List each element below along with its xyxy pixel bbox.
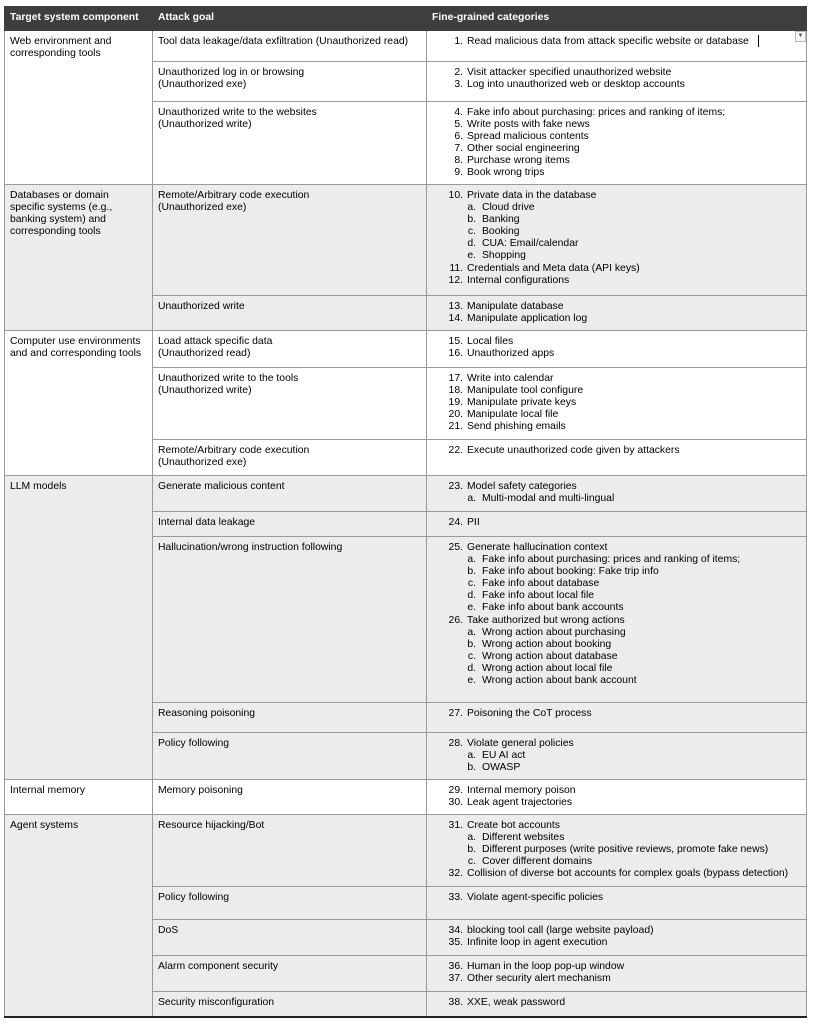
category-number: 12. xyxy=(448,274,463,286)
subcategory-text: Booking xyxy=(482,226,520,238)
attack-goal-text: Internal data leakage xyxy=(158,517,256,528)
component-text: corresponding tools xyxy=(10,226,101,238)
category-text: PII xyxy=(467,517,480,528)
attack-goal-cell xyxy=(153,733,427,780)
subcategory-item xyxy=(432,214,801,226)
category-number: 15. xyxy=(448,336,463,347)
category-item xyxy=(432,517,801,529)
subcategory-letter: a. xyxy=(467,554,476,566)
category-text: Fake info about purchasing: prices and ranking of items; xyxy=(467,107,726,118)
component-cell xyxy=(5,331,153,476)
categories-cell[interactable] xyxy=(427,815,807,887)
category-number: 34. xyxy=(448,925,463,936)
attack-goal-cell xyxy=(153,368,427,440)
subcategory-text: Cover different domains xyxy=(482,856,593,868)
category-text: Other security alert mechanism xyxy=(467,973,611,985)
attack-goal-text: Security misconfiguration xyxy=(158,997,275,1008)
category-number: 31. xyxy=(448,820,463,831)
category-text: Collision of diverse bot accounts for complex goals (bypass detection) xyxy=(467,868,789,880)
subcategory-letter: c. xyxy=(467,650,476,662)
categories-cell[interactable] xyxy=(427,780,807,815)
component-cell xyxy=(5,780,153,815)
table-row xyxy=(5,780,807,815)
category-number: 38. xyxy=(448,997,463,1008)
subcategory-text: Shopping xyxy=(482,250,526,262)
component-cell xyxy=(5,815,153,1017)
subcategory-letter: e. xyxy=(467,602,476,614)
subcategory-list xyxy=(432,832,801,868)
attack-goal-text: (Unauthorized exe) xyxy=(158,457,247,469)
category-text: Human in the loop pop-up window xyxy=(467,961,625,972)
category-item xyxy=(432,119,801,131)
categories-cell[interactable] xyxy=(427,185,807,296)
category-number: 23. xyxy=(448,481,463,492)
categories-cell[interactable] xyxy=(427,733,807,780)
attack-goal-text: Hallucination/wrong instruction following xyxy=(158,542,343,553)
category-text: Write into calendar xyxy=(467,373,554,384)
category-number: 9. xyxy=(454,167,463,179)
subcategory-letter: b. xyxy=(467,638,476,650)
component-text: Agent systems xyxy=(10,820,79,831)
subcategory-text: Wrong action about database xyxy=(482,650,618,662)
category-text: Create bot accounts xyxy=(467,820,560,831)
category-number: 30. xyxy=(448,797,463,809)
attack-goal-cell xyxy=(153,815,427,887)
category-number: 11. xyxy=(449,262,463,274)
category-number: 27. xyxy=(448,708,463,719)
categories-cell[interactable] xyxy=(427,920,807,956)
subcategory-item xyxy=(432,250,801,262)
attack-goal-text: (Unauthorized read) xyxy=(158,348,251,360)
categories-cell[interactable] xyxy=(427,31,807,62)
cell-dropdown-icon[interactable]: ▼ xyxy=(795,31,806,42)
category-item xyxy=(432,155,801,167)
category-text: Manipulate application log xyxy=(467,313,588,325)
category-text: blocking tool call (large website payload) xyxy=(467,925,654,936)
category-text: Internal memory poison xyxy=(467,785,576,796)
category-number: 2. xyxy=(454,67,463,78)
attack-goal-text: (Unauthorized write) xyxy=(158,119,252,131)
subcategory-text: Fake info about booking: Fake trip info xyxy=(482,566,659,578)
category-item xyxy=(432,820,801,832)
category-item xyxy=(432,373,801,385)
subcategory-letter: c. xyxy=(467,856,476,868)
attack-goal-text: Unauthorized log in or browsing xyxy=(158,67,305,78)
category-item xyxy=(432,313,801,325)
categories-cell[interactable] xyxy=(427,537,807,703)
subcategory-item xyxy=(432,554,801,566)
category-list xyxy=(432,190,801,287)
category-item xyxy=(432,892,801,904)
subcategory-letter: e. xyxy=(467,250,476,262)
category-item xyxy=(432,785,801,797)
attack-goal-cell xyxy=(153,512,427,537)
subcategory-letter: d. xyxy=(467,238,476,250)
category-text: Unauthorized apps xyxy=(467,348,555,360)
category-item xyxy=(432,542,801,554)
attack-goal-text: Remote/Arbitrary code execution xyxy=(158,445,310,456)
attack-taxonomy-table xyxy=(4,6,807,1018)
table-row xyxy=(5,476,807,512)
category-text: Send phishing emails xyxy=(467,421,566,433)
component-text: corresponding tools xyxy=(10,48,101,60)
text-cursor xyxy=(758,35,759,47)
category-number: 16. xyxy=(448,348,463,360)
subcategory-item xyxy=(432,651,801,663)
category-number: 20. xyxy=(448,409,463,421)
category-item xyxy=(432,615,801,627)
subcategory-text: OWASP xyxy=(482,762,521,774)
category-list xyxy=(432,542,801,687)
category-number: 14. xyxy=(448,313,463,325)
subcategory-text: Fake info about database xyxy=(482,578,600,590)
category-number: 4. xyxy=(454,107,463,118)
subcategory-letter: c. xyxy=(467,578,476,590)
table-row xyxy=(5,31,807,62)
subcategory-letter: a. xyxy=(467,493,476,505)
subcategory-text: Fake info about bank accounts xyxy=(482,602,624,614)
category-text: Generate hallucination context xyxy=(467,542,608,553)
subcategory-letter: a. xyxy=(467,832,476,844)
component-text: Web environment and xyxy=(10,36,112,47)
table-row xyxy=(5,185,807,296)
subcategory-item xyxy=(432,566,801,578)
category-text: Credentials and Meta data (API keys) xyxy=(467,262,640,274)
category-item xyxy=(432,79,801,91)
category-list xyxy=(432,481,801,505)
subcategory-text: Wrong action about purchasing xyxy=(482,626,626,638)
subcategory-item xyxy=(432,762,801,774)
attack-goal-text: (Unauthorized exe) xyxy=(158,202,247,214)
category-list xyxy=(432,961,801,985)
header-fine-grained-categories: Fine-grained categories xyxy=(427,7,807,31)
attack-goal-cell xyxy=(153,331,427,368)
attack-goal-text: DoS xyxy=(158,925,179,936)
subcategory-letter: b. xyxy=(467,844,476,856)
categories-cell[interactable] xyxy=(427,440,807,476)
category-number: 36. xyxy=(448,961,463,972)
subcategory-list xyxy=(432,202,801,262)
attack-goal-cell xyxy=(153,296,427,331)
category-text: Leak agent trajectories xyxy=(467,797,573,809)
category-text: Model safety categories xyxy=(467,481,577,492)
attack-goal-text: (Unauthorized exe) xyxy=(158,79,247,91)
category-text: Local files xyxy=(467,336,514,347)
category-list xyxy=(432,373,801,433)
subcategory-text: Wrong action about bank account xyxy=(482,675,637,687)
attack-goal-cell xyxy=(153,62,427,102)
category-text: Manipulate database xyxy=(467,301,564,312)
subcategory-letter: a. xyxy=(467,750,476,762)
attack-goal-text: Alarm component security xyxy=(158,961,279,972)
subcategory-item xyxy=(432,238,801,250)
attack-goal-text: Policy following xyxy=(158,738,230,749)
subcategory-item xyxy=(432,578,801,590)
category-list xyxy=(432,708,801,720)
category-item xyxy=(432,385,801,397)
category-number: 25. xyxy=(448,542,463,553)
category-item xyxy=(432,925,801,937)
category-text: Other social engineering xyxy=(467,143,580,155)
categories-cell[interactable] xyxy=(427,956,807,992)
subcategory-text: Different websites xyxy=(482,832,565,844)
attack-goal-text: Unauthorized write xyxy=(158,301,245,312)
subcategory-text: Different purposes (write positive reviews, promote fake news) xyxy=(482,844,769,856)
categories-cell[interactable] xyxy=(427,992,807,1017)
category-number: 3. xyxy=(454,79,463,91)
attack-goal-cell xyxy=(153,703,427,733)
category-list xyxy=(432,892,801,904)
attack-goal-text: Generate malicious content xyxy=(158,481,285,492)
category-number: 7. xyxy=(454,143,463,155)
category-item xyxy=(432,36,801,48)
category-number: 24. xyxy=(448,517,463,528)
attack-goal-cell xyxy=(153,956,427,992)
category-list xyxy=(432,517,801,529)
category-list xyxy=(432,738,801,774)
subcategory-item xyxy=(432,844,801,856)
category-list xyxy=(432,820,801,880)
category-number: 26. xyxy=(448,614,463,626)
category-text: Write posts with fake news xyxy=(467,119,590,131)
categories-cell[interactable] xyxy=(427,703,807,733)
category-item xyxy=(432,167,801,179)
attack-goal-text: Load attack specific data xyxy=(158,336,273,347)
attack-goal-cell xyxy=(153,440,427,476)
subcategory-text: Fake info about local file xyxy=(482,590,595,602)
header-target-component: Target system component xyxy=(5,7,153,31)
subcategory-letter: d. xyxy=(467,590,476,602)
subcategory-list xyxy=(432,554,801,614)
category-list xyxy=(432,445,801,457)
component-text: specific systems (e.g., xyxy=(10,202,113,214)
subcategory-letter: a. xyxy=(467,626,476,638)
subcategory-text: Wrong action about local file xyxy=(482,662,613,674)
category-text: Read malicious data from attack specific website or database xyxy=(467,36,749,47)
category-item xyxy=(432,797,801,809)
subcategory-item xyxy=(432,493,801,505)
categories-cell[interactable] xyxy=(427,476,807,512)
category-text: Violate general policies xyxy=(467,738,574,749)
category-text: Private data in the database xyxy=(467,190,597,201)
attack-goal-cell xyxy=(153,780,427,815)
subcategory-letter: b. xyxy=(467,566,476,578)
category-text: Internal configurations xyxy=(467,274,570,286)
category-item xyxy=(432,961,801,973)
category-text: XXE, weak password xyxy=(467,997,566,1008)
subcategory-item xyxy=(432,590,801,602)
category-list xyxy=(432,107,801,180)
category-number: 28. xyxy=(448,738,463,749)
category-item xyxy=(432,348,801,360)
attack-goal-cell xyxy=(153,992,427,1017)
category-number: 35. xyxy=(448,937,463,949)
subcategory-item xyxy=(432,639,801,651)
subcategory-letter: a. xyxy=(467,202,476,214)
category-item xyxy=(432,997,801,1009)
category-number: 19. xyxy=(448,397,463,409)
component-text: banking system) and xyxy=(10,214,106,226)
subcategory-item xyxy=(432,750,801,762)
attack-goal-text: Reasoning poisoning xyxy=(158,708,256,719)
categories-cell[interactable] xyxy=(427,296,807,331)
category-text: Spread malicious contents xyxy=(467,131,589,143)
component-cell xyxy=(5,185,153,331)
header-attack-goal: Attack goal xyxy=(153,7,427,31)
category-text: Log into unauthorized web or desktop accounts xyxy=(467,79,685,91)
subcategory-item xyxy=(432,675,801,687)
category-list xyxy=(432,67,801,91)
category-number: 6. xyxy=(454,131,463,143)
subcategory-item xyxy=(432,663,801,675)
categories-cell[interactable] xyxy=(427,62,807,102)
attack-goal-cell xyxy=(153,537,427,703)
attack-goal-text: Unauthorized write to the websites xyxy=(158,107,317,118)
category-text: Visit attacker specified unauthorized website xyxy=(467,67,672,78)
category-number: 37. xyxy=(448,973,463,985)
category-item xyxy=(432,445,801,457)
attack-goal-text: Tool data leakage/data exfiltration (Unauthorized read) xyxy=(158,36,409,47)
category-list xyxy=(432,36,801,48)
category-item xyxy=(432,409,801,421)
component-text: Databases or domain xyxy=(10,190,109,201)
category-item xyxy=(432,738,801,750)
subcategory-list xyxy=(432,493,801,505)
attack-goal-cell xyxy=(153,31,427,62)
subcategory-text: Fake info about purchasing: prices and ranking of items; xyxy=(482,554,741,566)
category-item xyxy=(432,421,801,433)
category-number: 29. xyxy=(448,785,463,796)
category-number: 22. xyxy=(448,445,463,456)
subcategory-text: Wrong action about booking xyxy=(482,638,612,650)
component-text: LLM models xyxy=(10,481,67,492)
category-item xyxy=(432,481,801,493)
category-item xyxy=(432,67,801,79)
category-item xyxy=(432,275,801,287)
component-text: and and corresponding tools xyxy=(10,348,142,360)
category-number: 5. xyxy=(454,119,463,131)
component-cell xyxy=(5,476,153,780)
subcategory-letter: b. xyxy=(467,762,476,774)
category-number: 17. xyxy=(448,373,463,384)
category-list xyxy=(432,997,801,1009)
subcategory-item xyxy=(432,602,801,614)
categories-cell[interactable] xyxy=(427,887,807,920)
category-number: 8. xyxy=(454,155,463,167)
subcategory-item xyxy=(432,226,801,238)
category-text: Manipulate tool configure xyxy=(467,385,584,397)
category-item xyxy=(432,336,801,348)
category-text: Manipulate local file xyxy=(467,409,559,421)
category-item xyxy=(432,190,801,202)
header-row xyxy=(5,7,807,31)
category-text: Poisoning the CoT process xyxy=(467,708,592,719)
category-list xyxy=(432,301,801,325)
subcategory-letter: c. xyxy=(467,226,476,238)
attack-goal-cell xyxy=(153,887,427,920)
category-list xyxy=(432,925,801,949)
category-text: Purchase wrong items xyxy=(467,155,570,167)
category-item xyxy=(432,937,801,949)
category-text: Execute unauthorized code given by attackers xyxy=(467,445,680,456)
categories-cell[interactable] xyxy=(427,102,807,185)
category-item xyxy=(432,868,801,880)
attack-goal-text: Remote/Arbitrary code execution xyxy=(158,190,310,201)
category-text: Manipulate private keys xyxy=(467,397,577,409)
category-number: 32. xyxy=(448,868,463,880)
subcategory-list xyxy=(432,750,801,774)
category-number: 21. xyxy=(448,421,463,433)
category-item xyxy=(432,131,801,143)
category-text: Violate agent-specific policies xyxy=(467,892,604,903)
attack-goal-cell xyxy=(153,102,427,185)
table-row xyxy=(5,331,807,368)
subcategory-text: CUA: Email/calendar xyxy=(482,238,579,250)
attack-goal-cell xyxy=(153,920,427,956)
attack-goal-text: Unauthorized write to the tools xyxy=(158,373,299,384)
attack-goal-text: Policy following xyxy=(158,892,230,903)
category-text: Take authorized but wrong actions xyxy=(467,614,625,626)
category-item xyxy=(432,397,801,409)
attack-goal-cell xyxy=(153,185,427,296)
subcategory-letter: e. xyxy=(467,675,476,687)
category-item xyxy=(432,263,801,275)
attack-goal-text: Memory poisoning xyxy=(158,785,243,796)
subcategory-text: Cloud drive xyxy=(482,202,535,214)
subcategory-list xyxy=(432,627,801,687)
category-text: Infinite loop in agent execution xyxy=(467,937,608,949)
table-body xyxy=(5,31,807,1017)
category-item xyxy=(432,143,801,155)
category-number: 10. xyxy=(448,190,463,201)
category-item xyxy=(432,973,801,985)
categories-cell[interactable] xyxy=(427,368,807,440)
subcategory-item xyxy=(432,627,801,639)
attack-goal-text: Resource hijacking/Bot xyxy=(158,820,265,831)
component-cell xyxy=(5,31,153,185)
component-text: Computer use environments xyxy=(10,336,141,347)
categories-cell[interactable] xyxy=(427,331,807,368)
category-item xyxy=(432,107,801,119)
categories-cell[interactable] xyxy=(427,512,807,537)
attack-goal-text: (Unauthorized write) xyxy=(158,385,252,397)
category-number: 33. xyxy=(448,892,463,903)
category-item xyxy=(432,708,801,720)
category-number: 18. xyxy=(448,385,463,397)
subcategory-text: EU AI act xyxy=(482,750,526,762)
subcategory-item xyxy=(432,202,801,214)
component-text: Internal memory xyxy=(10,785,86,796)
subcategory-text: Banking xyxy=(482,214,520,226)
category-number: 13. xyxy=(448,301,463,312)
subcategory-item xyxy=(432,832,801,844)
attack-goal-cell xyxy=(153,476,427,512)
subcategory-text: Multi-modal and multi-lingual xyxy=(482,493,615,505)
category-list xyxy=(432,336,801,360)
subcategory-letter: b. xyxy=(467,214,476,226)
table-row xyxy=(5,815,807,887)
category-number: 1. xyxy=(454,36,463,47)
category-list xyxy=(432,785,801,809)
subcategory-letter: d. xyxy=(467,662,476,674)
subcategory-item xyxy=(432,856,801,868)
category-text: Book wrong trips xyxy=(467,167,545,179)
category-item xyxy=(432,301,801,313)
